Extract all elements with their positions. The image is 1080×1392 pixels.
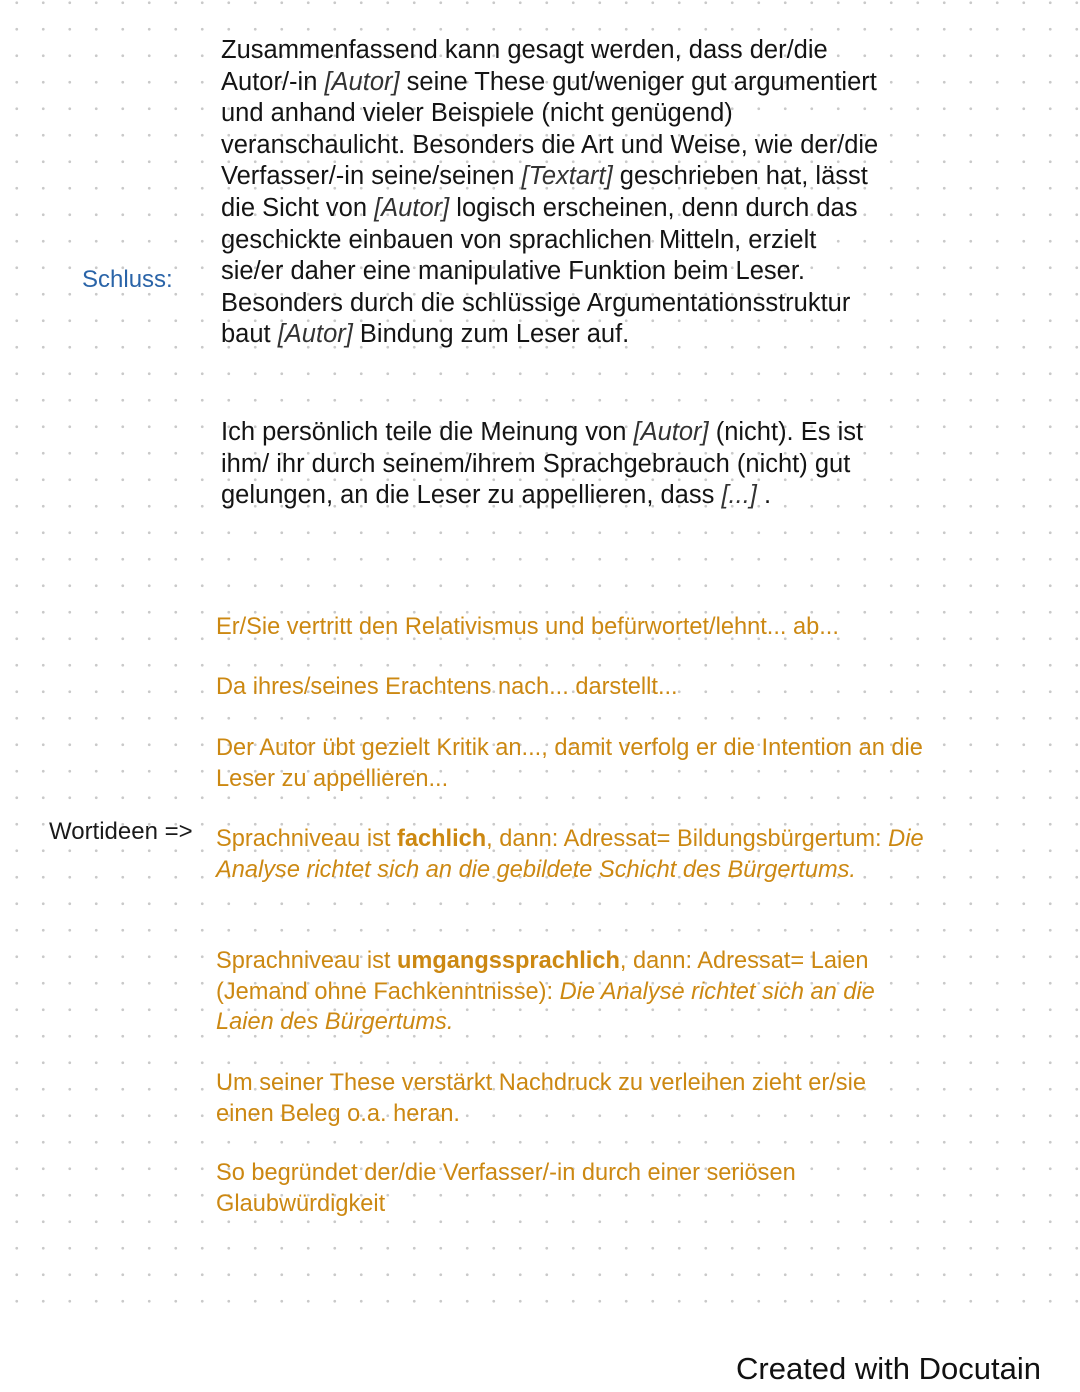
text-run: logisch erscheinen, denn durch das geschickte einbauen von sprachlichen Mitteln, erzielt sie/er daher eine manipulative Funktion beim Leser. Besonders durch die schlüssige Argumentationsstruktur baut: [221, 193, 858, 349]
placeholder-autor: [Autor]: [277, 320, 353, 349]
phrase-idea-3: Der Autor übt gezielt Kritik an..., damit verfolg er die Intention an die Leser zu appellieren...: [216, 735, 923, 792]
italic-example: Die Analyse richtet sich an die gebildete Schicht des Bürgertums.: [216, 826, 924, 883]
placeholder-ellipsis: [...]: [721, 481, 757, 510]
text-run: Sprachniveau ist: [216, 826, 397, 852]
section-label-wortideen: Wortideen =>: [49, 818, 193, 845]
text-run: Zusammenfassend kann gesagt werden, dass der/die Autor/-in: [221, 36, 828, 96]
text-run: (nicht). Es ist ihm/ ihr durch seinem/ihrem Sprachgebrauch (nicht) gut gelungen, an die Leser zu appellieren, dass: [221, 418, 864, 510]
text-run: seine These gut/weniger gut argumentiert und anhand vieler Beispiele (nicht genügend) veranschaulicht. Besonders die Art und Weise, wie der/die Verfasser/-in seine/seinen: [221, 67, 879, 191]
text-run: geschrieben hat, lässt die Sicht von: [221, 162, 868, 222]
text-run: Bindung zum Leser auf.: [352, 320, 630, 349]
phrase-idea-4: [216, 824, 926, 885]
italic-example: Die Analyse richtet sich an die Laien des Bürgertums.: [216, 978, 875, 1035]
docutain-credit: Created with Docutain: [736, 1351, 1041, 1386]
keyword-fachlich: fachlich: [397, 826, 487, 852]
conclusion-paragraph-2: [221, 417, 881, 512]
placeholder-autor: [Autor]: [324, 67, 400, 96]
phrase-idea-5: [216, 946, 926, 1038]
placeholder-autor: [Autor]: [633, 418, 709, 446]
text-run: , dann: Adressat= Bildungsbürgertum:: [486, 826, 889, 852]
text-run: Ich persönlich teile die Meinung von: [221, 418, 634, 446]
text-run: Sprachniveau ist: [216, 948, 397, 974]
text-run: .: [756, 481, 772, 510]
phrase-idea-7: So begründet der/die Verfasser/-in durch einer seriösen Glaubwürdigkeit: [216, 1160, 796, 1217]
placeholder-textart: [Textart]: [521, 162, 613, 191]
phrase-idea-6: Um seiner These verstärkt Nachdruck zu verleihen zieht er/sie einen Beleg o.a. heran.: [216, 1070, 866, 1127]
section-label-schluss: Schluss:: [82, 266, 173, 293]
phrase-idea-1: Er/Sie vertritt den Relativismus und befürwortet/lehnt... ab...: [216, 614, 839, 640]
phrase-idea-2: Da ihres/seines Erachtens nach... darstellt...: [216, 674, 678, 700]
text-run: , dann: Adressat= Laien (Jemand ohne Fachkenntnisse):: [216, 948, 869, 1005]
placeholder-autor: [Autor]: [374, 193, 450, 222]
keyword-umgangssprachlich: umgangssprachlich: [397, 948, 620, 974]
conclusion-paragraph-1: [221, 35, 881, 351]
